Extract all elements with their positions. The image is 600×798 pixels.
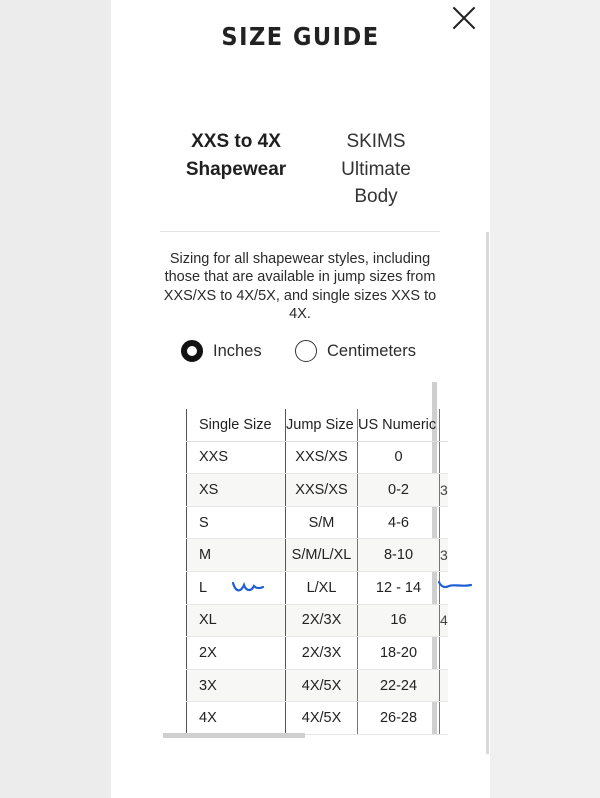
cell-single-size: 3X — [187, 669, 286, 702]
tab-label-line: Body — [354, 186, 398, 207]
cell-clipped: 3 — [440, 474, 449, 507]
modal-title: SIZE GUIDE — [221, 22, 380, 51]
cell-clipped — [440, 669, 449, 702]
header-us-numeric: US Numeric — [358, 409, 440, 441]
tab-xxs-to-4x-shapewear[interactable] — [176, 128, 296, 183]
table-row — [187, 637, 449, 670]
centimeters-radio[interactable] — [295, 340, 317, 362]
cell-single-size: S — [187, 506, 286, 539]
cell-single-size: XXS — [187, 441, 286, 474]
table-horizontal-scrollbar[interactable] — [163, 733, 305, 738]
size-table — [186, 409, 448, 735]
cell-clipped — [440, 702, 449, 735]
cell-clipped — [440, 506, 449, 539]
cell-single-size: 2X — [187, 637, 286, 670]
background-left — [0, 0, 111, 798]
cell-us-numeric: 0 — [358, 441, 440, 474]
tabs-divider — [160, 231, 440, 232]
header-clipped — [440, 409, 449, 441]
background-right — [490, 0, 600, 798]
cell-us-numeric: 0-2 — [358, 474, 440, 507]
header-jump-size: Jump Size — [286, 409, 358, 441]
units-toggle — [0, 340, 600, 364]
table-row — [187, 506, 449, 539]
inches-radio[interactable] — [181, 340, 203, 362]
handwritten-mark-right — [436, 578, 474, 594]
cell-single-size: 4X — [187, 702, 286, 735]
header-single-size: Single Size — [187, 409, 286, 441]
cell-jump-size: S/M — [286, 506, 358, 539]
cell-us-numeric: 12 - 14 — [358, 571, 440, 604]
cell-clipped — [440, 441, 449, 474]
cell-clipped: 3 — [440, 539, 449, 572]
table-header-row — [187, 409, 449, 441]
cell-us-numeric: 22-24 — [358, 669, 440, 702]
table-row — [187, 604, 449, 637]
modal-scrollbar[interactable] — [486, 232, 489, 754]
cell-single-size: M — [187, 539, 286, 572]
table-row — [187, 474, 449, 507]
inches-label[interactable]: Inches — [213, 342, 262, 360]
cell-jump-size: XXS/XS — [286, 441, 358, 474]
table-row — [187, 539, 449, 572]
table-row — [187, 702, 449, 735]
cell-jump-size: 4X/5X — [286, 702, 358, 735]
cell-single-size: XL — [187, 604, 286, 637]
tab-label-line: Ultimate — [341, 158, 411, 180]
cell-jump-size: 2X/3X — [286, 604, 358, 637]
cell-us-numeric: 8-10 — [358, 539, 440, 572]
tab-label-line: SKIMS — [346, 131, 406, 152]
table-row — [187, 571, 449, 604]
cell-jump-size: XXS/XS — [286, 474, 358, 507]
cell-single-size: XS — [187, 474, 286, 507]
table-row — [187, 441, 449, 474]
tab-skims-ultimate-body[interactable] — [330, 128, 422, 211]
cell-jump-size: L/XL — [286, 571, 358, 604]
cell-us-numeric: 16 — [358, 604, 440, 637]
size-description: Sizing for all shapewear styles, including those that are available in jump sizes from XXS/XS to 4X/5X, and single sizes XXS to 4X. — [163, 251, 437, 322]
cell-jump-size: 4X/5X — [286, 669, 358, 702]
table-row — [187, 669, 449, 702]
cell-clipped: 4 — [440, 604, 449, 637]
cell-jump-size: 2X/3X — [286, 637, 358, 670]
cell-single-size: L — [187, 571, 286, 604]
cell-jump-size: S/M/L/XL — [286, 539, 358, 572]
centimeters-label[interactable]: Centimeters — [327, 342, 416, 360]
cell-clipped — [440, 637, 449, 670]
cell-us-numeric: 4-6 — [358, 506, 440, 539]
handwritten-mark-left — [230, 578, 266, 594]
tab-label-line: Shapewear — [185, 158, 287, 180]
tab-label-line: XXS to 4X — [191, 131, 281, 152]
cell-us-numeric: 18-20 — [358, 637, 440, 670]
cell-us-numeric: 26-28 — [358, 702, 440, 735]
